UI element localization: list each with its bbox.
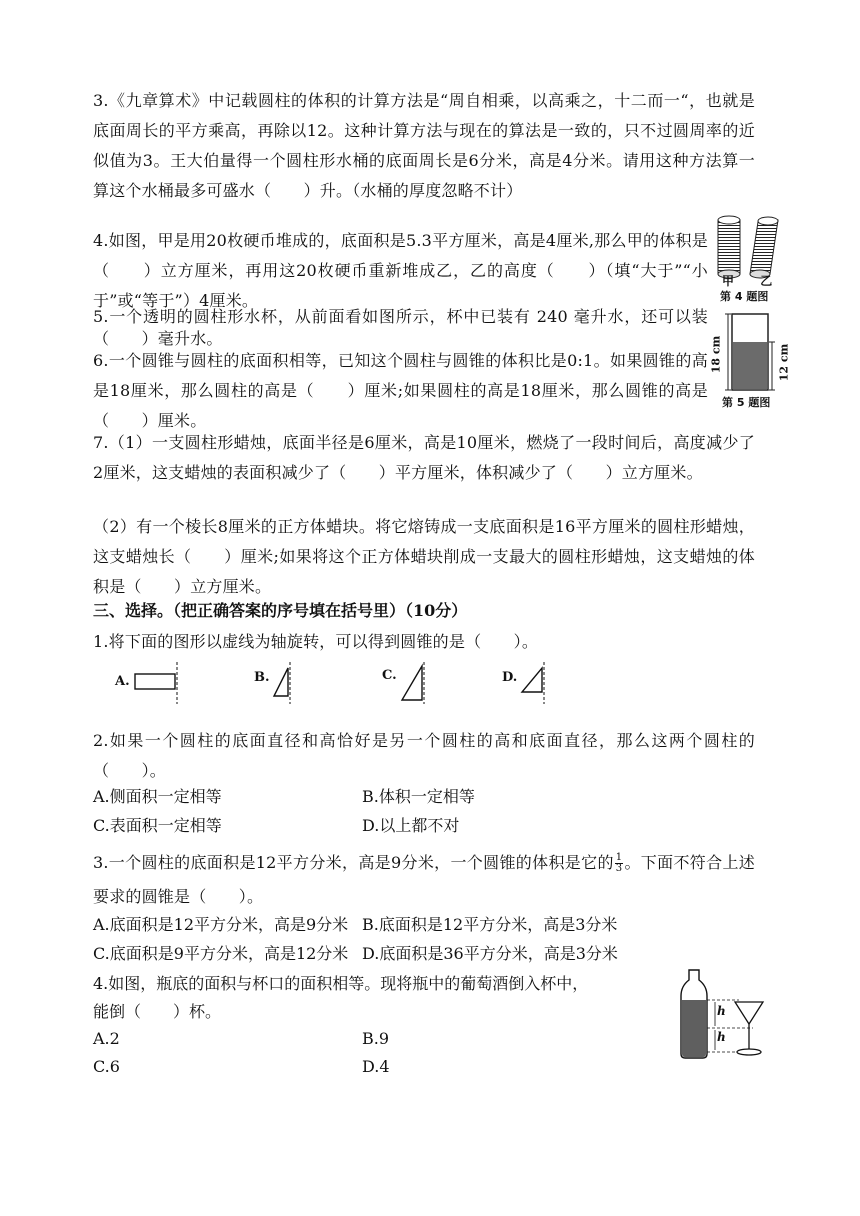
figure-5-water-cup: [709, 312, 791, 416]
shape-b-label: B.: [254, 670, 270, 685]
q3-text-before: 3.一个圆柱的底面积是12平方分米，高是9分米，一个圆锥的体积是它的: [93, 853, 614, 872]
choice-1-shapes: [112, 662, 572, 704]
q3-text-after: 。下面不符合上述要求的圆锥是（ ）。: [93, 853, 755, 906]
section-3-title: 三、选择。（把正确答案的序号填在括号里）（10分）: [93, 601, 468, 620]
q4-option-a: A.2: [93, 1029, 120, 1048]
choice-question-4-line2: 能倒（ ）杯。: [93, 1002, 222, 1021]
bottle-h-label-2: h: [717, 1030, 726, 1044]
question-5-fill: 5.一个透明的圆柱形水杯，从前面看如图所示，杯中已装有 240 毫升水，还可以装（ ）毫升水。: [93, 307, 708, 348]
choice-question-1: 1.将下面的图形以虚线为轴旋转，可以得到圆锥的是（ ）。: [93, 632, 539, 651]
question-4-fill: 4.如图，甲是用20枚硬币堆成的，底面积是5.3平方厘米，高是4厘米,那么甲的体积是（ ）立方厘米，再用这20枚硬币重新堆成乙，乙的高度（ ）（填“大于”“小于”或“等于”）4厘米。: [93, 231, 708, 310]
shape-a-rectangle: [132, 662, 182, 704]
shape-c-triangle: [394, 662, 434, 704]
q3-option-c: C.底面积是9平方分米，高是12分米: [93, 944, 349, 963]
q4-option-c: C.6: [93, 1057, 120, 1076]
shape-c-label: C.: [382, 668, 397, 683]
q3-option-b: B.底面积是12平方分米，高是3分米: [362, 915, 618, 934]
question-7-part2: （2）有一个棱长8厘米的正方体蜡块。将它熔铸成一支底面积是16平方厘米的圆柱形蜡烛，这支蜡烛长（ ）厘米;如果将这个正方体蜡块削成一支最大的圆柱形蜡烛，这支蜡烛的体积是（ ）立方厘米。: [93, 517, 755, 596]
choice-question-3: [93, 846, 755, 914]
figure-5-height-18: 18 cm: [709, 335, 723, 374]
q3-option-d: D.底面积是36平方分米，高是3分米: [362, 944, 618, 963]
shape-d-triangle: [516, 662, 556, 704]
q2-option-c: C.表面积一定相等: [93, 816, 222, 835]
bottle-h-label-1: h: [717, 1004, 726, 1018]
bottle-and-glass-figure: [675, 966, 775, 1062]
shape-d-label: D.: [502, 670, 518, 685]
figure-5-caption: 第 5 题图: [722, 396, 771, 409]
q4-option-b: B.9: [362, 1029, 390, 1048]
one-third-fraction: $\frac{1}{3}$: [615, 852, 623, 874]
q3-option-a: A.底面积是12平方分米，高是9分米: [93, 915, 349, 934]
question-6-fill: 6.一个圆锥与圆柱的底面积相等，已知这个圆柱与圆锥的体积比是0:1。如果圆锥的高是18厘米，那么圆柱的高是（ ）厘米;如果圆柱的高是18厘米，那么圆锥的高是（ ）厘米。: [93, 351, 708, 430]
figure-4-caption: 第 4 题图: [720, 290, 769, 303]
shape-b-triangle: [264, 662, 304, 704]
q4-option-d: D.4: [362, 1057, 390, 1076]
figure-4-label-yi: 乙: [760, 274, 773, 288]
question-7-part1: 7.（1）一支圆柱形蜡烛，底面半径是6厘米，高是10厘米，燃烧了一段时间后，高度减少了2厘米，这支蜡烛的表面积减少了（ ）平方厘米，体积减少了（ ）立方厘米。: [93, 433, 755, 482]
q2-option-a: A.侧面积一定相等: [93, 787, 222, 806]
q2-option-d: D.以上都不对: [362, 816, 460, 835]
figure-4-label-jia: 甲: [722, 274, 735, 288]
q2-option-b: B.体积一定相等: [362, 787, 475, 806]
figure-4-coin-stacks: [712, 212, 782, 304]
choice-question-2: 2.如果一个圆柱的底面直径和高恰好是另一个圆柱的高和底面直径，那么这两个圆柱的（ ）。: [93, 731, 755, 780]
question-3-fill: 3.《九章算术》中记载圆柱的体积的计算方法是“周自相乘，以高乘之，十二而一“，也就是底面周长的平方乘高，再除以12。这种计算方法与现在的算法是一致的，只不过圆周率的近似值为3。王大伯量得一个圆柱形水桶的底面周长是6分米，高是4分米。请用这种方法算一算这个水桶最多可盛水（ ）升。（水桶的厚度忽略不计）: [93, 91, 755, 200]
shape-a-label: A.: [115, 674, 130, 689]
choice-question-4-line1: 4.如图，瓶底的面积与杯口的面积相等。现将瓶中的葡萄酒倒入杯中，: [93, 974, 589, 993]
figure-5-height-12: 12 cm: [777, 343, 791, 382]
